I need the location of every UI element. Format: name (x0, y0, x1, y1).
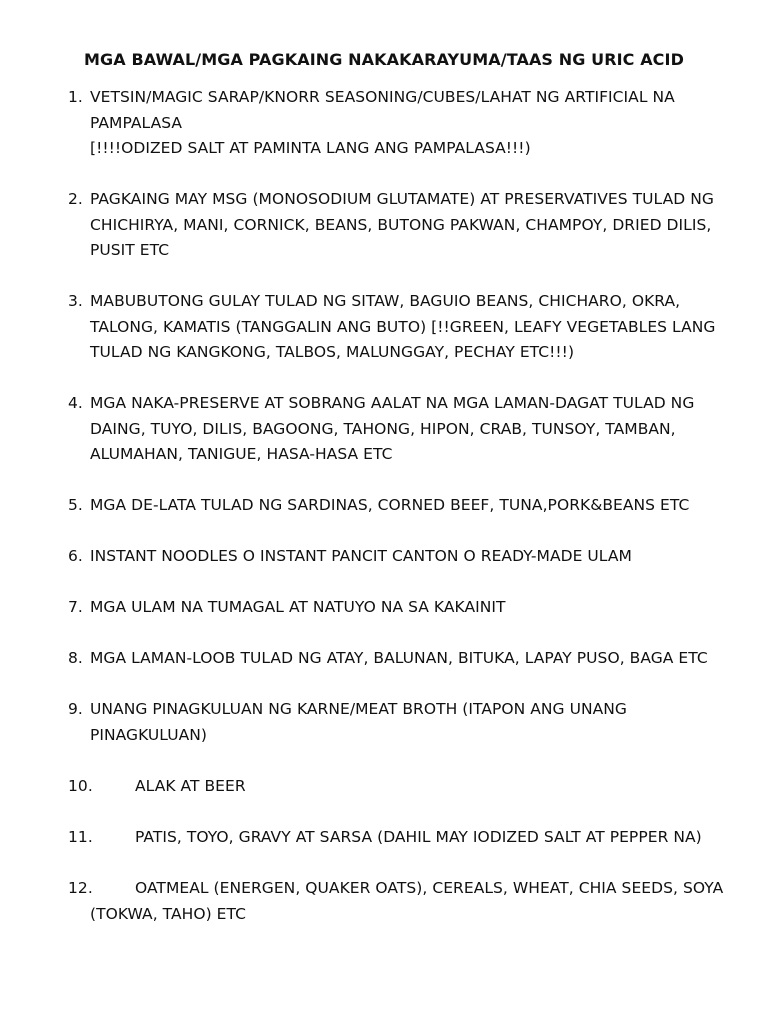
item-number: 4. (68, 394, 83, 412)
item-number: 9. (68, 700, 83, 718)
item-line: TALONG, KAMATIS (TANGGALIN ANG BUTO) [!!GREEN, LEAFY VEGETABLES LANG (90, 317, 716, 336)
item-line: OATMEAL (ENERGEN, QUAKER OATS), CEREALS, WHEAT, CHIA SEEDS, SOYA (135, 879, 724, 897)
item-line: INSTANT NOODLES O INSTANT PANCIT CANTON O READY-MADE ULAM (90, 547, 632, 565)
item-number: 2. (68, 190, 83, 208)
item-number: 8. (68, 649, 83, 667)
item-number: 10. (68, 777, 93, 795)
item-number: 6. (68, 547, 83, 565)
item-line: [!!!!ODIZED SALT AT PAMINTA LANG ANG PAMPALASA!!!) (90, 139, 531, 157)
item-line: MGA NAKA-PRESERVE AT SOBRANG AALAT NA MGA LAMAN-DAGAT TULAD NG (90, 394, 695, 412)
item-line: MGA LAMAN-LOOB TULAD NG ATAY, BALUNAN, BITUKA, LAPAY PUSO, BAGA ETC (90, 649, 708, 667)
list-item-11 (68, 825, 728, 851)
item-number: 7. (68, 598, 83, 616)
item-line: PINAGKULUAN) (90, 725, 208, 744)
item-line: PUSIT ETC (90, 241, 170, 259)
list-item-10 (68, 774, 728, 800)
item-line: MGA ULAM NA TUMAGAL AT NATUYO NA SA KAKAINIT (90, 598, 506, 616)
item-line: MGA DE-LATA TULAD NG SARDINAS, CORNED BEEF, TUNA,PORK&BEANS ETC (90, 496, 690, 514)
item-line: ALUMAHAN, TANIGUE, HASA-HASA ETC (90, 445, 393, 463)
item-number: 1. (68, 88, 83, 106)
list-item-12 (68, 876, 728, 927)
document-title: MGA BAWAL/MGA PAGKAING NAKAKARAYUMA/TAAS NG URIC ACID (84, 50, 684, 69)
item-line: PAMPALASA (90, 113, 183, 132)
item-line: (TOKWA, TAHO) ETC (90, 904, 246, 923)
item-number: 11. (68, 828, 93, 846)
item-line: ALAK AT BEER (135, 777, 246, 795)
item-line: VETSIN/MAGIC SARAP/KNORR SEASONING/CUBES/LAHAT NG ARTIFICIAL NA (90, 88, 675, 106)
list-item-4 (68, 391, 728, 468)
item-number: 12. (68, 879, 93, 897)
item-line: PATIS, TOYO, GRAVY AT SARSA (DAHIL MAY IODIZED SALT AT PEPPER NA) (135, 828, 702, 846)
item-line: UNANG PINAGKULUAN NG KARNE/MEAT BROTH (ITAPON ANG UNANG (90, 700, 627, 718)
item-line: TULAD NG KANGKONG, TALBOS, MALUNGGAY, PECHAY ETC!!!) (90, 343, 575, 361)
list-item-6 (68, 544, 728, 570)
list-item-2 (68, 187, 728, 264)
list-item-7 (68, 595, 728, 621)
item-line: DAING, TUYO, DILIS, BAGOONG, TAHONG, HIPON, CRAB, TUNSOY, TAMBAN, (90, 419, 676, 438)
item-line: CHICHIRYA, MANI, CORNICK, BEANS, BUTONG PAKWAN, CHAMPOY, DRIED DILIS, (90, 215, 712, 234)
list-item-3 (68, 289, 728, 366)
item-line: PAGKAING MAY MSG (MONOSODIUM GLUTAMATE) AT PRESERVATIVES TULAD NG (90, 190, 714, 208)
item-number: 5. (68, 496, 83, 514)
list-item-9 (68, 697, 728, 748)
list-item-5 (68, 493, 728, 519)
list-item-8 (68, 646, 728, 672)
item-number: 3. (68, 292, 83, 310)
list-item-1 (68, 85, 728, 162)
item-line: MABUBUTONG GULAY TULAD NG SITAW, BAGUIO BEANS, CHICHARO, OKRA, (90, 292, 681, 310)
